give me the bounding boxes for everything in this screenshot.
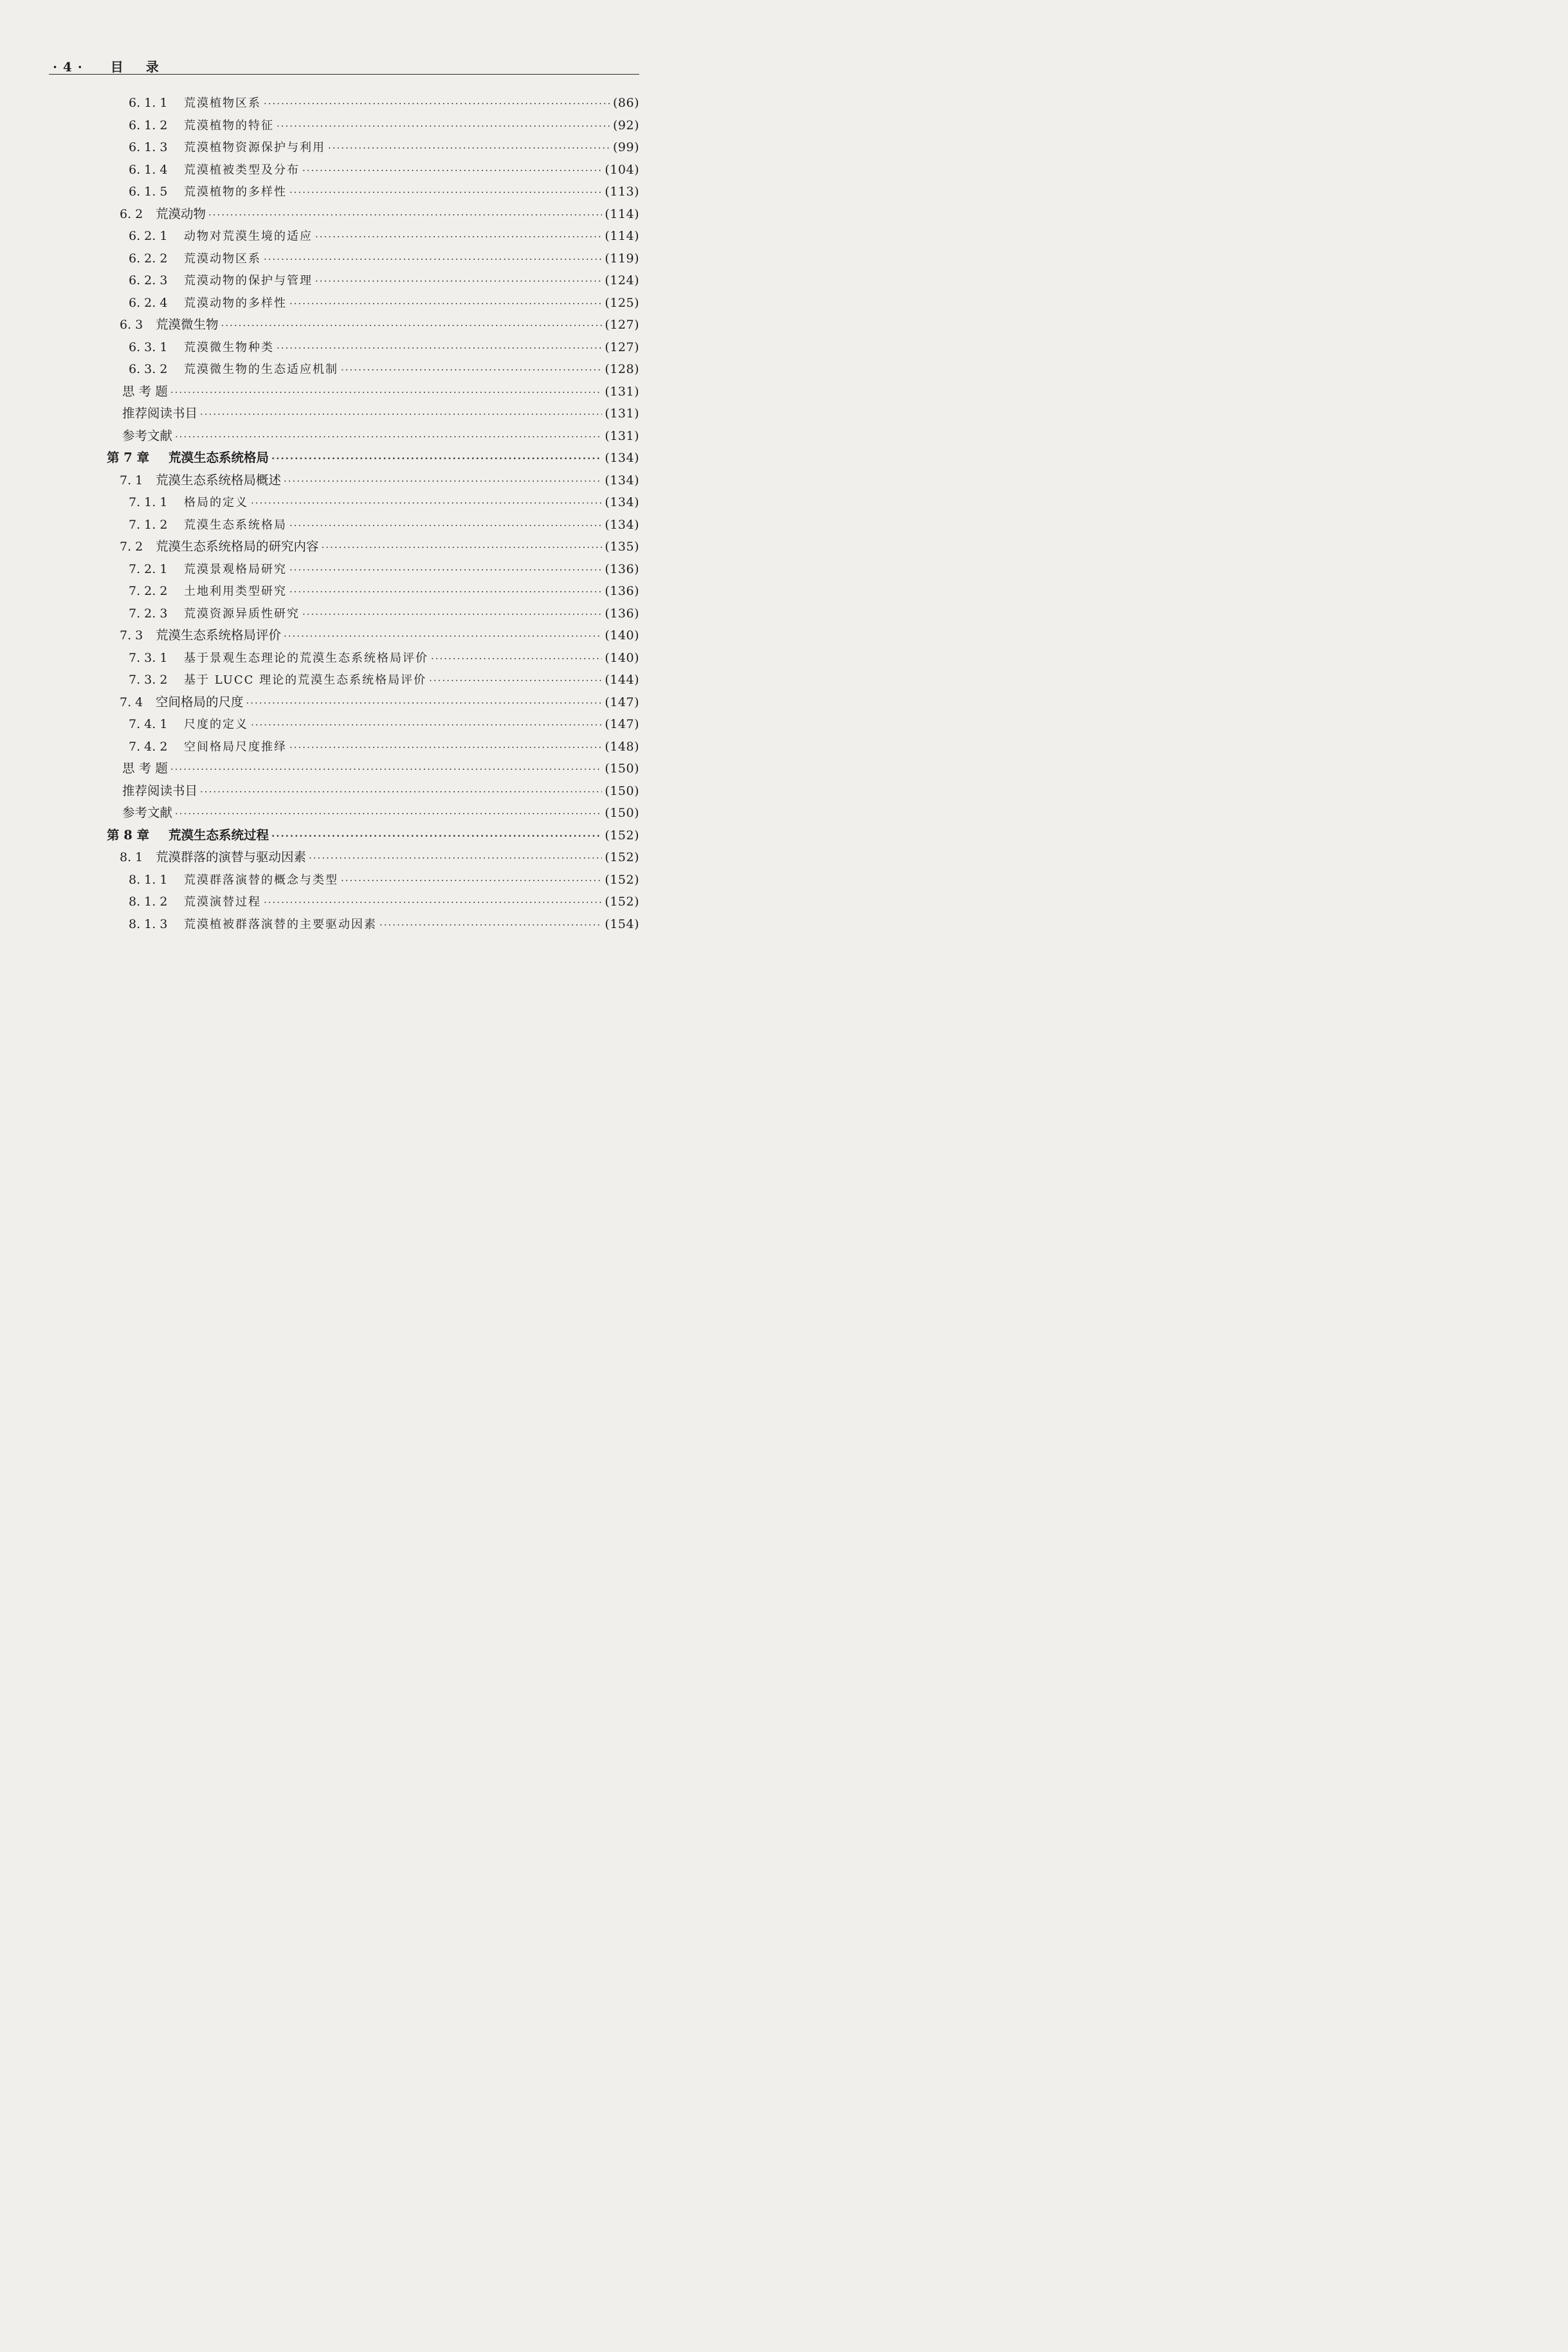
toc-entry-number: 6. 3. 1: [129, 340, 168, 354]
dot-leader: [271, 448, 602, 470]
toc-entry[interactable]: [0, 159, 671, 181]
dot-leader: [315, 270, 602, 293]
dot-leader: [175, 426, 602, 448]
dot-leader: [271, 825, 602, 848]
toc-entry[interactable]: [0, 181, 671, 203]
dot-leader: [251, 714, 602, 736]
toc-entry-title: 空间格局的尺度: [156, 694, 244, 709]
toc-entry-number: 7. 2. 2: [129, 584, 168, 598]
toc-entry-number: 7. 3: [120, 628, 143, 643]
toc-entry-title: 荒漠植物的多样性: [184, 185, 287, 199]
toc-entry-page: (152): [605, 850, 639, 864]
toc-chapter-entry[interactable]: [0, 825, 671, 847]
toc-entry[interactable]: [0, 536, 671, 558]
dot-leader: [264, 248, 602, 271]
toc-entry-title: 基于 LUCC 理论的荒漠生态系统格局评价: [184, 673, 427, 687]
toc-entry-title: 荒漠资源异质性研究: [184, 606, 300, 621]
toc-entry-title: 荒漠景观格局研究: [184, 562, 287, 576]
toc-entry-page: (144): [605, 673, 639, 687]
toc-entry[interactable]: [0, 514, 671, 536]
toc-entry-page: (152): [605, 872, 639, 887]
toc-entry-page: (114): [605, 229, 639, 243]
toc-entry-number: 7. 4. 1: [129, 717, 168, 731]
dot-leader: [264, 891, 602, 914]
toc-entry-page: (140): [605, 628, 639, 643]
toc-entry-number: 6. 2. 1: [129, 229, 168, 243]
toc-entry-title: 荒漠生态系统格局: [184, 518, 287, 532]
toc-entry-page: (152): [605, 828, 639, 843]
dot-leader: [341, 870, 602, 892]
dot-leader: [379, 914, 602, 936]
toc-entry-page: (140): [605, 650, 639, 665]
dot-leader: [289, 515, 602, 537]
toc-entry-page: (119): [605, 251, 639, 266]
toc-entry-number: 7. 1. 2: [129, 517, 168, 532]
toc-entry-page: (134): [605, 473, 639, 488]
toc-entry-number: 6. 1. 4: [129, 162, 168, 177]
toc-entry-title: 荒漠群落演替的概念与类型: [184, 873, 338, 887]
toc-entry-page: (134): [605, 451, 639, 465]
toc-entry[interactable]: [0, 691, 671, 714]
toc-entry[interactable]: [0, 92, 671, 114]
toc-entry-title: 荒漠微生物的生态适应机制: [184, 363, 338, 376]
dot-leader: [221, 315, 603, 337]
toc-entry-number: 7. 1: [120, 473, 143, 488]
toc-entry-number: 6. 2. 2: [129, 251, 168, 266]
dot-leader: [289, 181, 602, 204]
dot-leader: [289, 293, 602, 315]
dot-leader: [200, 403, 602, 426]
toc-entry-number: 8. 1. 1: [129, 872, 168, 887]
toc-entry-page: (131): [605, 428, 639, 443]
toc-entry-title: 思 考 题: [122, 761, 168, 776]
toc-entry-number: 7. 1. 1: [129, 495, 168, 509]
toc-entry-page: (136): [605, 584, 639, 598]
toc-entry-page: (150): [605, 761, 639, 776]
toc-entry[interactable]: [0, 846, 671, 869]
toc-entry-title: 参考文献: [122, 428, 173, 443]
toc-page: [0, 0, 671, 1008]
toc-entry[interactable]: [0, 713, 671, 736]
toc-entry-page: (124): [605, 273, 639, 287]
toc-entry-page: (134): [605, 517, 639, 532]
toc-entry-page: (135): [605, 540, 639, 554]
toc-entry-page: (92): [612, 118, 639, 132]
toc-entry-title: 荒漠生态系统格局评价: [156, 628, 282, 643]
toc-entry[interactable]: [0, 669, 671, 691]
toc-chapter-entry[interactable]: [0, 447, 671, 469]
toc-entry[interactable]: [0, 624, 671, 647]
dot-leader: [302, 160, 602, 182]
dot-leader: [429, 670, 602, 692]
toc-entry[interactable]: [0, 225, 671, 248]
toc-entry-number: 7. 3. 1: [129, 650, 168, 665]
toc-entry-number: 7. 2. 3: [129, 606, 168, 621]
dot-leader: [277, 115, 610, 138]
toc-entry[interactable]: [0, 203, 671, 226]
toc-entry[interactable]: [0, 802, 671, 825]
page-number: · 4 ·: [53, 59, 83, 75]
toc-entry[interactable]: [0, 248, 671, 270]
toc-entry-page: (136): [605, 561, 639, 576]
toc-entry-page: (152): [605, 895, 639, 909]
dot-leader: [289, 559, 602, 581]
toc-entry-title: 土地利用类型研究: [184, 585, 287, 598]
toc-entry-title: 荒漠动物区系: [184, 251, 261, 266]
dot-leader: [175, 803, 602, 825]
dot-leader: [170, 758, 603, 781]
toc-entry-number: 8. 1. 2: [129, 895, 168, 909]
toc-entry-number: 6. 2: [120, 206, 143, 221]
toc-entry-title: 荒漠动物的保护与管理: [184, 274, 313, 287]
toc-entry-page: (148): [605, 739, 639, 754]
toc-entry-number: 6. 3: [120, 318, 143, 332]
dot-leader: [284, 625, 602, 648]
table-of-contents: [0, 92, 671, 935]
toc-entry[interactable]: [0, 913, 671, 936]
toc-entry-page: (127): [605, 340, 639, 354]
toc-entry-title: 荒漠生态系统格局概述: [156, 472, 282, 488]
toc-entry-title: 基于景观生态理论的荒漠生态系统格局评价: [184, 651, 428, 665]
dot-leader: [246, 692, 603, 715]
toc-entry-title: 思 考 题: [122, 383, 168, 399]
toc-entry[interactable]: [0, 780, 671, 803]
toc-entry[interactable]: [0, 869, 671, 891]
toc-entry[interactable]: [0, 580, 671, 603]
dot-leader: [431, 648, 602, 670]
dot-leader: [289, 581, 602, 603]
toc-entry-page: (125): [605, 295, 639, 310]
dot-leader: [264, 93, 610, 115]
toc-entry-title: 荒漠植被类型及分布: [184, 163, 300, 177]
toc-entry-title: 空间格局尺度推绎: [184, 740, 287, 754]
toc-entry-page: (113): [605, 185, 639, 199]
toc-entry-page: (99): [612, 140, 639, 154]
toc-entry-page: (86): [612, 96, 639, 110]
dot-leader: [322, 536, 603, 559]
toc-entry-title: 推荐阅读书目: [122, 406, 198, 421]
toc-entry-number: 7. 2. 1: [129, 561, 168, 576]
toc-entry-title: 荒漠演替过程: [184, 895, 261, 909]
toc-entry-title: 荒漠植物区系: [184, 96, 261, 110]
toc-entry-number: 第 7 章: [107, 450, 150, 465]
toc-entry[interactable]: [0, 558, 671, 581]
toc-entry-page: (131): [605, 384, 639, 399]
toc-entry-number: 6. 2. 3: [129, 273, 168, 287]
toc-entry-number: 7. 4. 2: [129, 739, 168, 754]
dot-leader: [170, 381, 603, 404]
toc-entry-page: (114): [605, 206, 639, 221]
toc-entry-page: (147): [605, 717, 639, 731]
toc-entry-number: 6. 1. 5: [129, 185, 168, 199]
toc-entry[interactable]: [0, 758, 671, 780]
toc-entry[interactable]: [0, 403, 671, 425]
toc-entry-number: 6. 1. 1: [129, 96, 168, 110]
toc-entry[interactable]: [0, 314, 671, 336]
toc-entry-title: 参考文献: [122, 805, 173, 820]
toc-entry-number: 6. 1. 3: [129, 140, 168, 154]
toc-entry[interactable]: [0, 425, 671, 448]
dot-leader: [289, 736, 602, 759]
dot-leader: [309, 847, 602, 870]
dot-leader: [302, 603, 602, 626]
toc-entry-page: (104): [605, 162, 639, 177]
dot-leader: [277, 337, 602, 360]
toc-entry[interactable]: [0, 358, 671, 381]
toc-entry[interactable]: [0, 647, 671, 670]
toc-entry-number: 6. 1. 2: [129, 118, 168, 132]
dot-leader: [328, 137, 610, 160]
toc-entry-title: 荒漠生态系统格局: [169, 450, 269, 465]
toc-entry-title: 荒漠微生物种类: [184, 340, 274, 354]
running-header: [53, 57, 639, 75]
toc-entry-title: 格局的定义: [184, 496, 248, 509]
toc-entry-number: 6. 2. 4: [129, 295, 168, 310]
toc-entry-title: 动物对荒漠生境的适应: [184, 230, 313, 243]
toc-entry[interactable]: [0, 136, 671, 159]
dot-leader: [315, 226, 602, 248]
dot-leader: [341, 359, 602, 381]
toc-entry-page: (136): [605, 606, 639, 621]
toc-entry-title: 荒漠植物的特征: [184, 118, 274, 132]
toc-entry[interactable]: [0, 891, 671, 913]
toc-entry[interactable]: [0, 603, 671, 625]
toc-entry[interactable]: [0, 469, 671, 492]
page-title: 目 录: [110, 59, 168, 75]
toc-entry-title: 荒漠微生物: [156, 317, 219, 332]
toc-entry-title: 荒漠群落的演替与驱动因素: [156, 850, 307, 864]
dot-leader: [200, 781, 602, 803]
toc-entry[interactable]: [0, 292, 671, 315]
toc-entry-title: 荒漠植被群落演替的主要驱动因素: [184, 917, 377, 931]
toc-entry-title: 荒漠生态系统格局的研究内容: [156, 539, 319, 554]
toc-entry-title: 荒漠生态系统过程: [169, 827, 269, 843]
toc-entry-number: 7. 2: [120, 540, 143, 554]
toc-entry-page: (147): [605, 695, 639, 709]
toc-entry[interactable]: [0, 114, 671, 137]
toc-entry-page: (131): [605, 406, 639, 421]
toc-entry-page: (150): [605, 783, 639, 798]
toc-entry-page: (150): [605, 806, 639, 820]
dot-leader: [284, 470, 602, 493]
toc-entry-number: 6. 3. 2: [129, 362, 168, 376]
toc-entry-number: 8. 1. 3: [129, 916, 168, 931]
toc-entry-number: 7. 3. 2: [129, 673, 168, 687]
toc-entry-page: (128): [605, 362, 639, 376]
toc-entry-title: 推荐阅读书目: [122, 783, 198, 798]
toc-entry-page: (127): [605, 318, 639, 332]
toc-entry-number: 8. 1: [120, 850, 143, 864]
header-rule: [49, 74, 639, 75]
toc-entry[interactable]: [0, 736, 671, 758]
dot-leader: [208, 204, 602, 226]
toc-entry-number: 第 8 章: [107, 827, 150, 843]
toc-entry-title: 尺度的定义: [184, 718, 248, 731]
toc-entry[interactable]: [0, 381, 671, 403]
toc-entry-title: 荒漠植物资源保护与利用: [184, 141, 325, 154]
toc-entry[interactable]: [0, 491, 671, 514]
toc-entry-title: 荒漠动物的多样性: [184, 296, 287, 310]
toc-entry-page: (134): [605, 495, 639, 509]
toc-entry-number: 7. 4: [120, 695, 143, 709]
dot-leader: [251, 492, 602, 515]
toc-entry[interactable]: [0, 269, 671, 292]
toc-entry-title: 荒漠动物: [156, 206, 206, 221]
toc-entry[interactable]: [0, 336, 671, 359]
toc-entry-page: (154): [605, 916, 639, 931]
